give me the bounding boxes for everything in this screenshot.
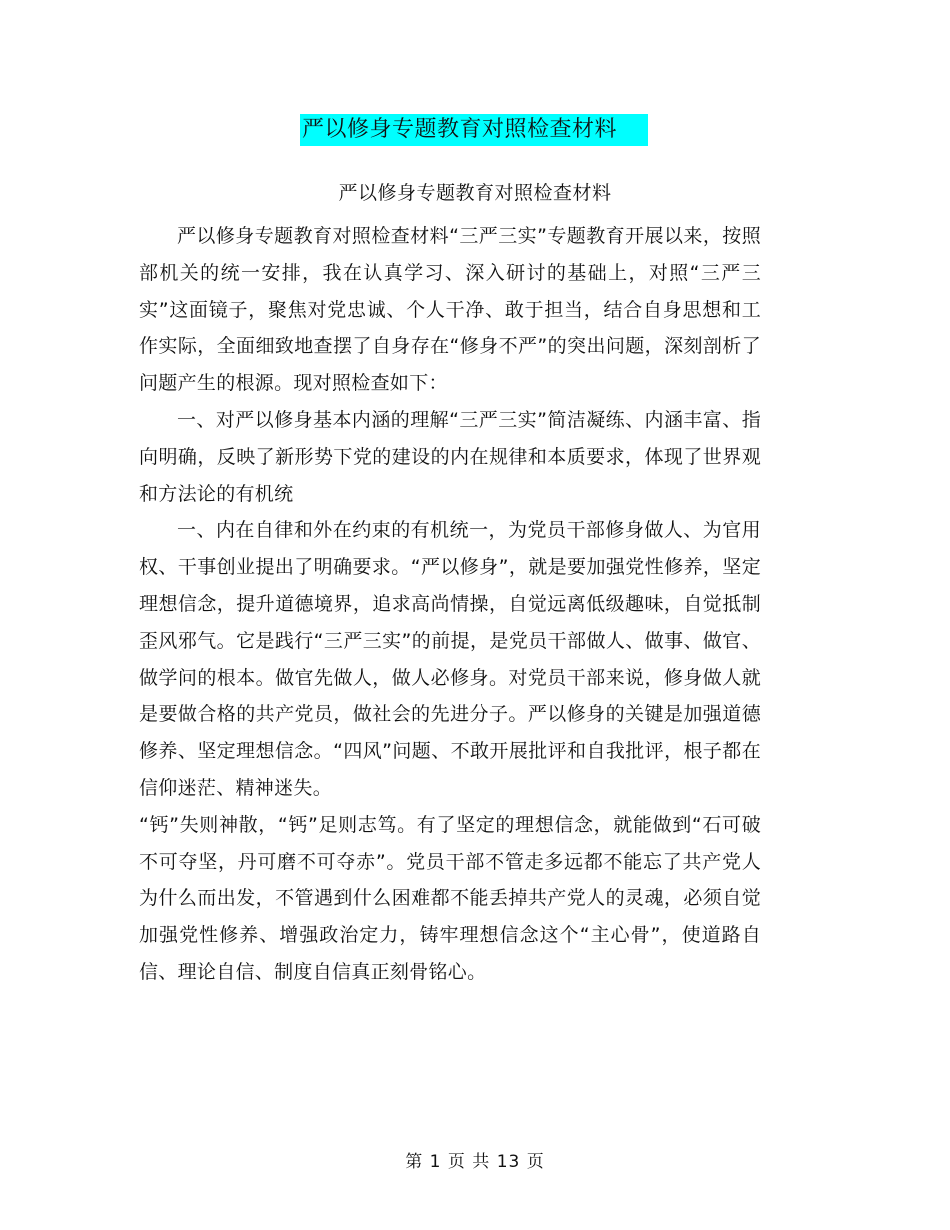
body-paragraph-intro: 严以修身专题教育对照检查材料“三严三实”专题教育开展以来，按照部机关的统一安排，我在认真学习、深入研讨的基础上，对照“三严三实”这面镜子，聚焦对党忠诚、个人干净、敢于担当，结合自身思想和工作实际，全面细致地查摆了自身存在“修身不严”的突出问题，深刻剖析了问题产生的根源。现对照检查如下： [139, 225, 761, 395]
document-title-banner: 严以修身专题教育对照检查材料 [300, 114, 648, 146]
page-number-footer: 第 1 页 共 13 页 [405, 1152, 545, 1172]
body-paragraph-calcium: “钙”失则神散，“钙”足则志笃。有了坚定的理想信念，就能做到“石可破不可夺坚，丹可磨不可夺赤”。党员干部不管走多远都不能忘了共产党人为什么而出发，不管遇到什么困难都不能丢掉共产党人的灵魂，必须自觉加强党性修养、增强政治定力，铸牢理想信念这个“主心骨”，使道路自信、理论自信、制度自信真正刻骨铭心。 [139, 813, 761, 983]
document-subtitle: 严以修身专题教育对照检查材料 [338, 182, 612, 204]
body-paragraph-understanding: 一、对严以修身基本内涵的理解“三严三实”简洁凝练、内涵丰富、指向明确，反映了新形势下党的建设的内在规律和本质要求，体现了世界观和方法论的有机统 [139, 408, 761, 505]
body-paragraph-self-discipline: 一、内在自律和外在约束的有机统一，为党员干部修身做人、为官用权、干事创业提出了明确要求。“严以修身”，就是要加强党性修养，坚定理想信念，提升道德境界，追求高尚情操，自觉远离低级趣味，自觉抵制歪风邪气。它是践行“三严三实”的前提，是党员干部做人、做事、做官、做学问的根本。做官先做人，做人必修身。对党员干部来说，修身做人就是要做合格的共产党员，做社会的先进分子。严以修身的关键是加强道德修养、坚定理想信念。“四风”问题、不敢开展批评和自我批评，根子都在信仰迷茫、精神迷失。 [139, 519, 761, 799]
document-body [139, 218, 761, 991]
